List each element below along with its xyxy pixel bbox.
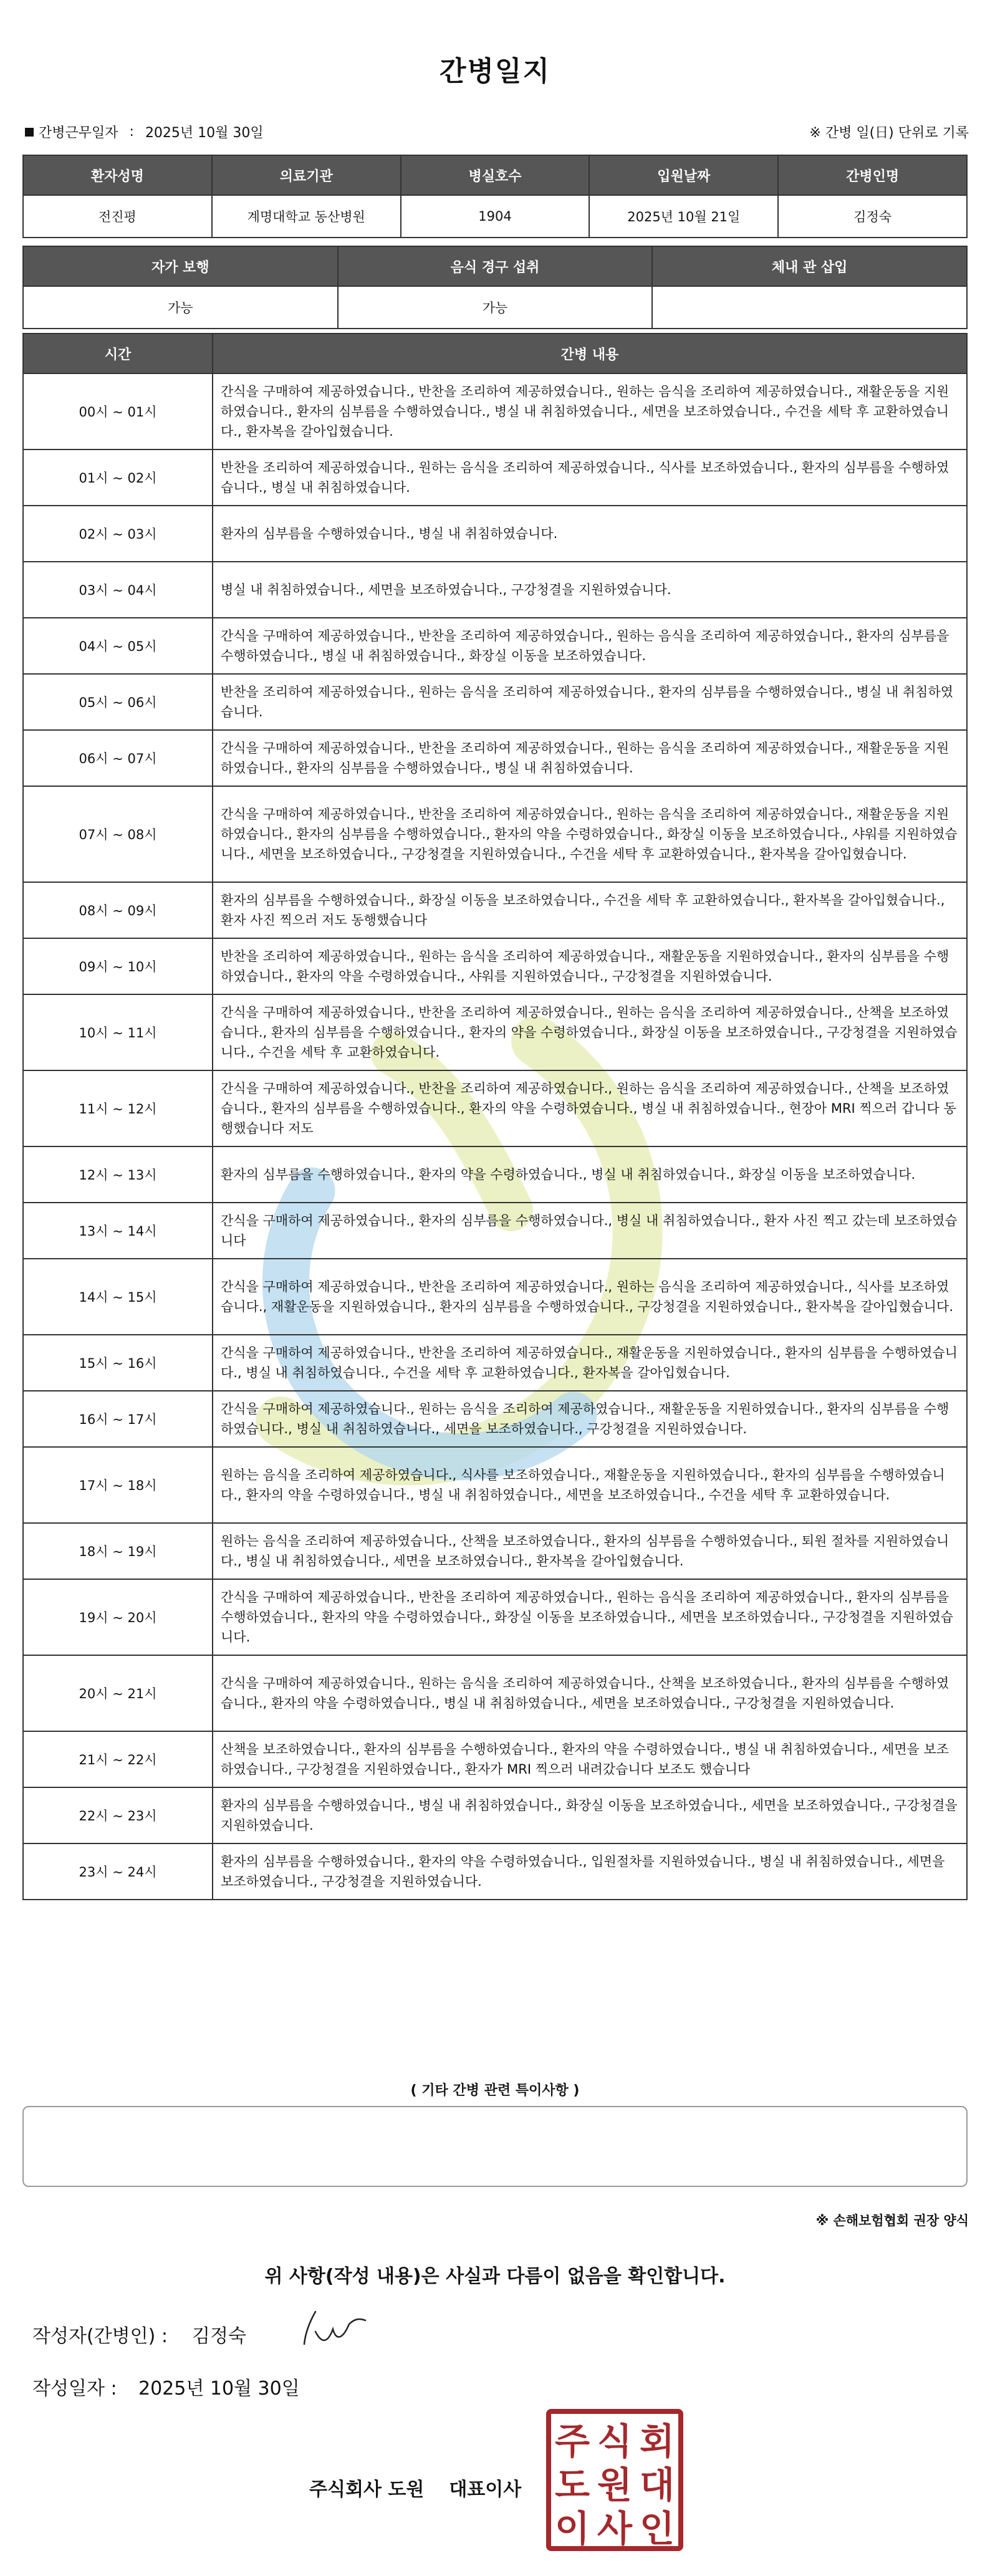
patient-status-table — [22, 246, 968, 329]
time-cell: 10시 ~ 11시 — [23, 994, 213, 1070]
care-log-table — [22, 333, 968, 1900]
written-date-label: 작성일자 : — [32, 2378, 117, 2400]
content-cell: 간식을 구매하여 제공하였습니다., 반찬을 조리하여 제공하였습니다., 원하는 음식을 조리하여 제공하였습니다., 재활운동을 지원하였습니다., 환자의 심부름을 수행하였습니다., 병실 내 취침하였습니다. — [213, 730, 967, 786]
time-cell: 04시 ~ 05시 — [23, 618, 213, 674]
table-row — [23, 1070, 967, 1146]
time-cell: 00시 ~ 01시 — [23, 373, 213, 449]
content-cell: 간식을 구매하여 제공하였습니다., 반찬을 조리하여 제공하였습니다., 원하는 음식을 조리하여 제공하였습니다., 환자의 심부름을 수행하였습니다., 환자의 약을 수령하였습니다., 화장실 이동을 보조하였습니다., 세면을 보조하였습니다., 구강청결을 지원하였습니다. — [213, 1579, 967, 1655]
table-row — [23, 1523, 967, 1579]
table-row — [23, 506, 967, 562]
self-walking-value: 가능 — [23, 286, 338, 329]
square-bullet-icon — [25, 128, 34, 137]
time-cell: 08시 ~ 09시 — [23, 882, 213, 938]
table-row — [23, 1655, 967, 1731]
written-date-line — [32, 2373, 300, 2400]
table-row — [23, 882, 967, 938]
svg-text:사: 사 — [597, 2507, 633, 2550]
time-cell: 07시 ~ 08시 — [23, 786, 213, 882]
time-cell: 06시 ~ 07시 — [23, 730, 213, 786]
recommend-note: ※ 손해보험협회 권장 양식 — [815, 2213, 969, 2228]
patient-info-value-row — [23, 195, 967, 238]
content-cell: 환자의 심부름을 수행하였습니다., 환자의 약을 수령하였습니다., 입원절차를 지원하였습니다., 병실 내 취침하였습니다., 세면을 보조하였습니다., 구강청결을 지원하였습니다. — [213, 1843, 967, 1900]
time-cell: 05시 ~ 06시 — [23, 674, 213, 730]
table-row — [23, 1146, 967, 1203]
content-cell: 산책을 보조하였습니다., 환자의 심부름을 수행하였습니다., 환자의 약을 수령하였습니다., 병실 내 취침하였습니다., 세면을 보조하였습니다., 구강청결을 지원하였습니다., 환자가 MRI 찍으러 내려갔습니다 보조도 했습니다 — [213, 1731, 967, 1787]
content-cell: 반찬을 조리하여 제공하였습니다., 원하는 음식을 조리하여 제공하였습니다., 식사를 보조하였습니다., 환자의 심부름을 수행하였습니다., 병실 내 취침하였습니다. — [213, 449, 967, 506]
header-patient-name: 환자성명 — [23, 155, 212, 195]
work-date — [25, 122, 264, 142]
company-seal-icon — [545, 2408, 685, 2552]
writer-label: 작성자(간병인) : — [32, 2325, 168, 2347]
content-cell: 간식을 구매하여 제공하였습니다., 반찬을 조리하여 제공하였습니다., 원하는 음식을 조리하여 제공하였습니다., 식사를 보조하였습니다., 재활운동을 지원하였습니다., 환자의 심부름을 수행하였습니다., 구강청결을 지원하였습니다., 환자복을 갈아입혔습니다. — [213, 1259, 967, 1335]
time-cell: 14시 ~ 15시 — [23, 1259, 213, 1335]
content-cell: 반찬을 조리하여 제공하였습니다., 원하는 음식을 조리하여 제공하였습니다., 재활운동을 지원하였습니다., 환자의 심부름을 수행하였습니다., 환자의 약을 수령하였습니다., 샤워를 지원하였습니다., 구강청결을 지원하였습니다. — [213, 938, 967, 994]
confirmation-statement: 위 사항(작성 내용)은 사실과 다름이 없음을 확인합니다. — [264, 2266, 726, 2287]
content-cell: 간식을 구매하여 제공하였습니다., 반찬을 조리하여 제공하였습니다., 원하는 음식을 조리하여 제공하였습니다., 산책을 보조하였습니다., 환자의 심부름을 수행하였습니다., 환자의 약을 수령하였습니다., 화장실 이동을 보조하였습니다., 구강청결을 지원하였습니다., 수건을 세탁 후 교환하였습니다. — [213, 994, 967, 1070]
special-notes-title: ( 기타 간병 관련 특이사항 ) — [410, 2083, 580, 2098]
oral-intake-value: 가능 — [338, 286, 653, 329]
time-cell: 13시 ~ 14시 — [23, 1203, 213, 1259]
time-cell: 22시 ~ 23시 — [23, 1787, 213, 1843]
content-cell: 병실 내 취침하였습니다., 세면을 보조하였습니다., 구강청결을 지원하였습니다. — [213, 562, 967, 618]
svg-text:이: 이 — [554, 2507, 590, 2550]
svg-text:대: 대 — [639, 2464, 675, 2506]
table-row — [23, 1579, 967, 1655]
content-cell: 간식을 구매하여 제공하였습니다., 반찬을 조리하여 제공하였습니다., 재활운동을 지원하였습니다., 환자의 심부름을 수행하였습니다., 병실 내 취침하였습니다., 수건을 세탁 후 교환하였습니다., 환자복을 갈아입혔습니다. — [213, 1335, 967, 1391]
content-cell: 환자의 심부름을 수행하였습니다., 병실 내 취침하였습니다., 화장실 이동을 보조하였습니다., 세면을 보조하였습니다., 구강청결을 지원하였습니다. — [213, 1787, 967, 1843]
table-row — [23, 994, 967, 1070]
table-row — [23, 1335, 967, 1391]
hospital-name: 계명대학교 동산병원 — [212, 195, 401, 238]
content-cell: 간식을 구매하여 제공하였습니다., 환자의 심부름을 수행하였습니다., 병실 내 취침하였습니다., 환자 사진 찍고 갔는데 보조하였습니다 — [213, 1203, 967, 1259]
time-cell: 03시 ~ 04시 — [23, 562, 213, 618]
status-header-row — [23, 246, 967, 286]
signature-icon — [292, 2307, 373, 2350]
time-cell: 21시 ~ 22시 — [23, 1731, 213, 1787]
patient-info-table — [22, 155, 968, 238]
svg-text:원: 원 — [597, 2464, 633, 2506]
work-date-label: 간병근무일자 — [39, 125, 118, 141]
content-cell: 반찬을 조리하여 제공하였습니다., 원하는 음식을 조리하여 제공하였습니다., 환자의 심부름을 수행하였습니다., 병실 내 취침하였습니다. — [213, 674, 967, 730]
patient-info-header-row — [23, 155, 967, 195]
header-caregiver-name: 간병인명 — [778, 155, 967, 195]
table-row — [23, 1731, 967, 1787]
content-cell: 환자의 심부름을 수행하였습니다., 병실 내 취침하였습니다. — [213, 506, 967, 562]
table-row — [23, 1391, 967, 1447]
time-cell: 20시 ~ 21시 — [23, 1655, 213, 1731]
company-signature-line — [309, 2474, 521, 2501]
table-row — [23, 1447, 967, 1523]
content-cell: 간식을 구매하여 제공하였습니다., 반찬을 조리하여 제공하였습니다., 원하는 음식을 조리하여 제공하였습니다., 재활운동을 지원하였습니다., 환자의 심부름을 수행하였습니다., 환자의 약을 수령하였습니다., 화장실 이동을 보조하였습니다., 샤워를 지원하였습니다., 세면을 보조하였습니다., 구강청결을 지원하였습니다., 수건을 세탁 후 교환하였습니다., 환자복을 갈아입혔습니다. — [213, 786, 967, 882]
header-tube-insertion: 체내 관 삽입 — [652, 246, 967, 286]
header-oral-intake: 음식 경구 섭취 — [338, 246, 653, 286]
written-date-value: 2025년 10월 30일 — [138, 2378, 300, 2400]
unit-note: ※ 간병 일(日) 단위로 기록 — [809, 125, 969, 141]
content-cell: 간식을 구매하여 제공하였습니다., 원하는 음식을 조리하여 제공하였습니다., 재활운동을 지원하였습니다., 환자의 심부름을 수행하였습니다., 병실 내 취침하였습니다., 세면을 보조하였습니다., 구강청결을 지원하였습니다. — [213, 1391, 967, 1447]
svg-text:주: 주 — [554, 2420, 590, 2463]
svg-text:도: 도 — [554, 2464, 590, 2506]
svg-text:회: 회 — [639, 2420, 675, 2463]
content-cell: 원하는 음식을 조리하여 제공하였습니다., 식사를 보조하였습니다., 재활운동을 지원하였습니다., 환자의 심부름을 수행하였습니다., 환자의 약을 수령하였습니다., 병실 내 취침하였습니다., 세면을 보조하였습니다., 수건을 세탁 후 교환하였습니다. — [213, 1447, 967, 1523]
content-cell: 간식을 구매하여 제공하였습니다., 반찬을 조리하여 제공하였습니다., 원하는 음식을 조리하여 제공하였습니다., 재활운동을 지원하였습니다., 환자의 심부름을 수행하였습니다., 병실 내 취침하였습니다., 세면을 보조하였습니다., 수건을 세탁 후 교환하였습니다., 환자복을 갈아입혔습니다. — [213, 373, 967, 449]
time-cell: 11시 ~ 12시 — [23, 1070, 213, 1146]
table-row — [23, 562, 967, 618]
work-date-value: 2025년 10월 30일 — [145, 125, 264, 141]
header-room-number: 병실호수 — [401, 155, 590, 195]
svg-text:인: 인 — [639, 2507, 675, 2550]
table-row — [23, 786, 967, 882]
content-cell: 환자의 심부름을 수행하였습니다., 환자의 약을 수령하였습니다., 병실 내 취침하였습니다., 화장실 이동을 보조하였습니다. — [213, 1146, 967, 1203]
table-row — [23, 1259, 967, 1335]
table-row — [23, 1843, 967, 1900]
time-cell: 12시 ~ 13시 — [23, 1146, 213, 1203]
time-cell: 23시 ~ 24시 — [23, 1843, 213, 1900]
document-title: 간병일지 — [439, 55, 550, 87]
patient-name: 전진평 — [23, 195, 212, 238]
table-row — [23, 1787, 967, 1843]
time-cell: 16시 ~ 17시 — [23, 1391, 213, 1447]
care-log-header-row — [23, 334, 967, 373]
tube-insertion-value — [652, 286, 967, 329]
content-cell: 환자의 심부름을 수행하였습니다., 화장실 이동을 보조하였습니다., 수건을 세탁 후 교환하였습니다., 환자복을 갈아입혔습니다., 환자 사진 찍으러 저도 동행했습니다 — [213, 882, 967, 938]
company-name: 주식회사 도원 — [309, 2479, 425, 2501]
content-cell: 간식을 구매하여 제공하였습니다., 반찬을 조리하여 제공하였습니다., 원하는 음식을 조리하여 제공하였습니다., 환자의 심부름을 수행하였습니다., 병실 내 취침하였습니다., 화장실 이동을 보조하였습니다. — [213, 618, 967, 674]
writer-name: 김정숙 — [192, 2325, 246, 2347]
header-time: 시간 — [23, 334, 213, 373]
table-row — [23, 449, 967, 506]
header-care-content: 간병 내용 — [213, 334, 967, 373]
table-row — [23, 1203, 967, 1259]
status-value-row — [23, 286, 967, 329]
content-cell: 간식을 구매하여 제공하였습니다., 반찬을 조리하여 제공하였습니다., 원하는 음식을 조리하여 제공하였습니다., 산책을 보조하였습니다., 환자의 심부름을 수행하였습니다., 환자의 약을 수령하였습니다., 병실 내 취침하였습니다., 현장아 MRI 찍으러 갑니다 동행했습니다 저도 — [213, 1070, 967, 1146]
time-cell: 15시 ~ 16시 — [23, 1335, 213, 1391]
table-row — [23, 618, 967, 674]
admission-date: 2025년 10월 21일 — [589, 195, 778, 238]
special-notes-box — [22, 2106, 968, 2187]
table-row — [23, 730, 967, 786]
content-cell: 원하는 음식을 조리하여 제공하였습니다., 산책을 보조하였습니다., 환자의 심부름을 수행하였습니다., 퇴원 절차를 지원하였습니다., 병실 내 취침하였습니다., 세면을 보조하였습니다., 환자복을 갈아입혔습니다. — [213, 1523, 967, 1579]
time-cell: 09시 ~ 10시 — [23, 938, 213, 994]
table-row — [23, 373, 967, 449]
time-cell: 01시 ~ 02시 — [23, 449, 213, 506]
time-cell: 19시 ~ 20시 — [23, 1579, 213, 1655]
time-cell: 17시 ~ 18시 — [23, 1447, 213, 1523]
table-row — [23, 674, 967, 730]
writer-line — [32, 2320, 246, 2348]
work-date-separator: : — [129, 124, 134, 140]
caregiver-name: 김정숙 — [778, 195, 967, 238]
room-number: 1904 — [401, 195, 590, 238]
header-admission-date: 입원날짜 — [589, 155, 778, 195]
company-role: 대표이사 — [449, 2479, 522, 2501]
table-row — [23, 938, 967, 994]
header-hospital: 의료기관 — [212, 155, 401, 195]
content-cell: 간식을 구매하여 제공하였습니다., 원하는 음식을 조리하여 제공하였습니다., 산책을 보조하였습니다., 환자의 심부름을 수행하였습니다., 환자의 약을 수령하였습니다., 병실 내 취침하였습니다., 세면을 보조하였습니다., 구강청결을 지원하였습니다. — [213, 1655, 967, 1731]
svg-text:식: 식 — [597, 2420, 633, 2463]
header-self-walking: 자가 보행 — [23, 246, 338, 286]
time-cell: 18시 ~ 19시 — [23, 1523, 213, 1579]
time-cell: 02시 ~ 03시 — [23, 506, 213, 562]
